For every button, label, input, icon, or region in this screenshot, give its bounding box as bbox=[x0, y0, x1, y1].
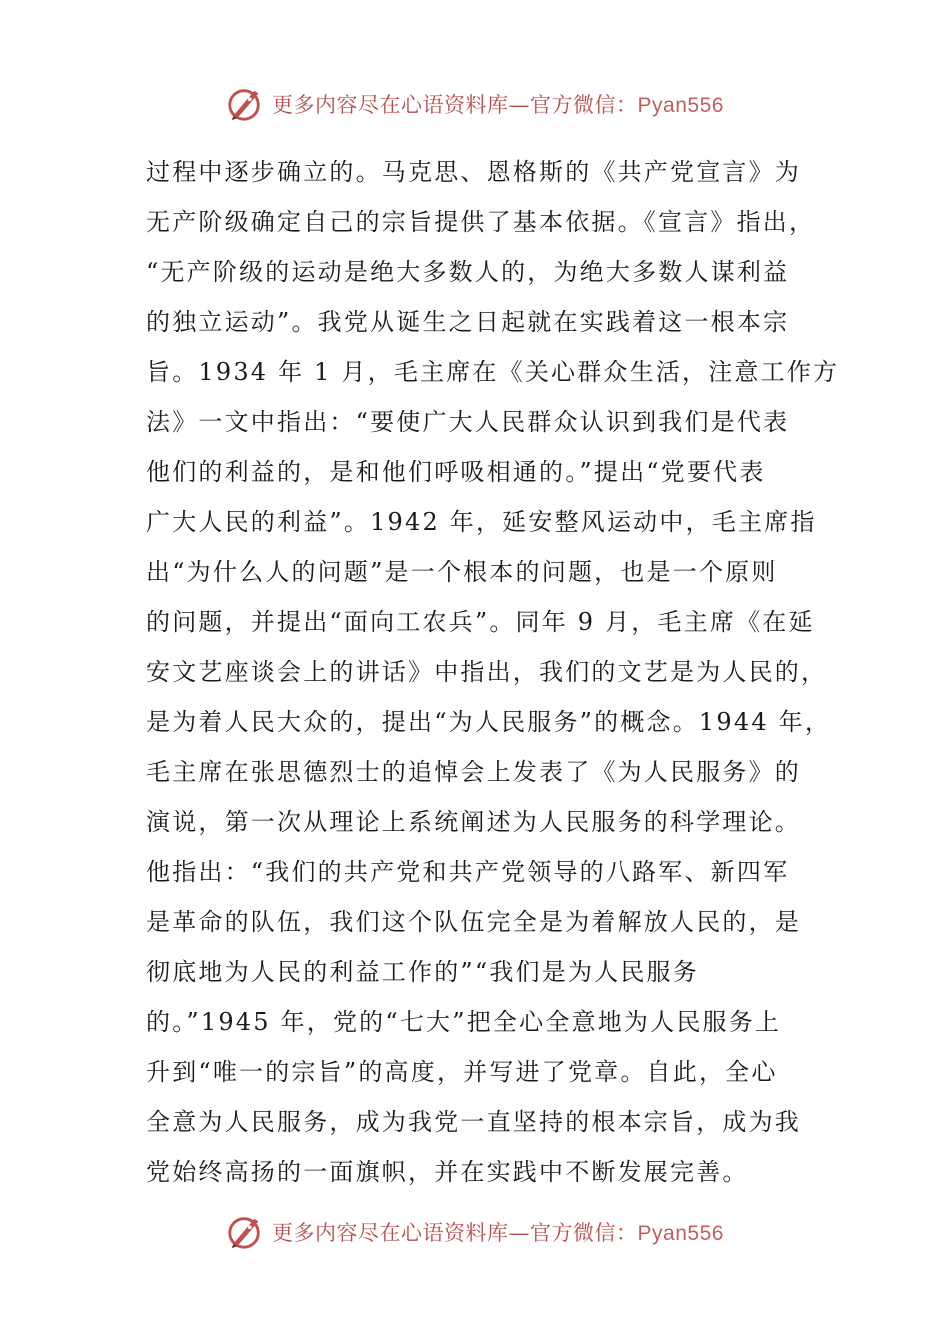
text-line: 过程中逐步确立的。马克思、恩格斯的《共产党宣言》为 bbox=[146, 158, 801, 186]
text-line: 党始终高扬的一面旗帜，并在实践中不断发展完善。 bbox=[146, 1158, 749, 1186]
footer-banner-text: 更多内容尽在心语资料库—官方微信：Pyan556 bbox=[272, 1221, 724, 1245]
text-line: 他指出：“我们的共产党和共产党领导的八路军、新四军 bbox=[146, 858, 790, 886]
text-line: 安文艺座谈会上的讲话》中指出，我们的文艺是为人民的， bbox=[146, 658, 828, 686]
text-line: 全意为人民服务，成为我党一直坚持的根本宗旨，成为我 bbox=[146, 1108, 801, 1136]
text-line: 无产阶级确定自己的宗旨提供了基本依据。《宣言》指出， bbox=[146, 208, 816, 236]
text-line: 广大人民的利益”。1942 年，延安整风运动中，毛主席指 bbox=[146, 508, 817, 536]
header-banner-text: 更多内容尽在心语资料库—官方微信：Pyan556 bbox=[272, 93, 724, 117]
text-line: 演说，第一次从理论上系统阐述为人民服务的科学理论。 bbox=[146, 808, 801, 836]
header-banner bbox=[0, 80, 950, 128]
text-line: 的独立运动”。我党从诞生之日起就在实践着这一根本宗 bbox=[146, 308, 790, 336]
text-line: 旨。1934 年 1 月，毛主席在《关心群众生活，注意工作方 bbox=[146, 358, 840, 386]
text-line: “无产阶级的运动是绝大多数人的，为绝大多数人谋利益 bbox=[146, 258, 790, 286]
text-line: 毛主席在张思德烈士的追悼会上发表了《为人民服务》的 bbox=[146, 758, 801, 786]
text-line: 出“为什么人的问题”是一个根本的问题，也是一个原则 bbox=[146, 558, 778, 586]
text-line: 是为着人民大众的，提出“为人民服务”的概念。1944 年， bbox=[146, 708, 832, 736]
text-line: 彻底地为人民的利益工作的”“我们是为人民服务 bbox=[146, 958, 699, 986]
text-line: 法》一文中指出：“要使广大人民群众认识到我们是代表 bbox=[146, 408, 790, 436]
text-line: 他们的利益的，是和他们呼吸相通的。”提出“党要代表 bbox=[146, 458, 766, 486]
text-line: 的。”1945 年，党的“七大”把全心全意地为人民服务上 bbox=[146, 1008, 782, 1036]
pen-circle-icon bbox=[226, 85, 264, 123]
footer-wechat-id: Pyan556 bbox=[637, 1222, 724, 1245]
header-wechat-id: Pyan556 bbox=[637, 94, 724, 117]
text-line: 的问题，并提出“面向工农兵”。同年 9 月，毛主席《在延 bbox=[146, 608, 815, 636]
document-body bbox=[146, 147, 840, 1197]
text-line: 是革命的队伍，我们这个队伍完全是为着解放人民的，是 bbox=[146, 908, 801, 936]
text-line: 升到“唯一的宗旨”的高度，并写进了党章。自此，全心 bbox=[146, 1058, 778, 1086]
pen-circle-icon bbox=[226, 1213, 264, 1251]
footer-banner bbox=[0, 1208, 950, 1256]
